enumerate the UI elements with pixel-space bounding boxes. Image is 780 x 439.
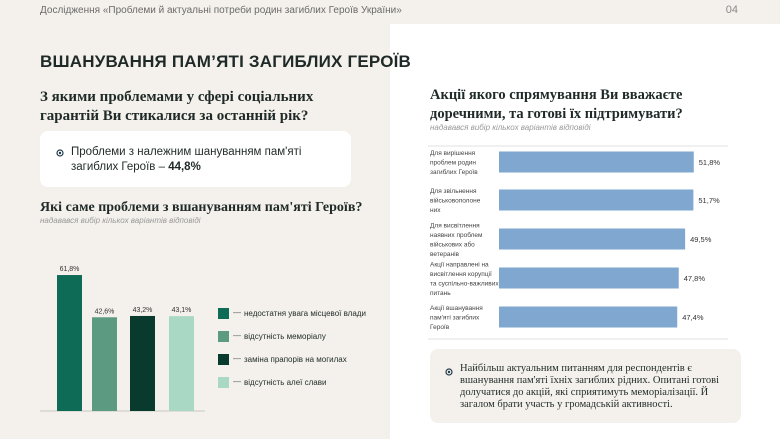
legend-swatch — [218, 354, 229, 365]
legend-dash: — — [233, 308, 241, 317]
bar-value-label: 51,7% — [698, 196, 720, 205]
legend-item — [218, 377, 388, 389]
bar-value-label: 42,6% — [94, 308, 115, 316]
stat-label: Проблеми з належним шануванням пам'яті загиблих Героїв – — [71, 146, 302, 173]
legend-label: відсутність алеї слави — [244, 378, 327, 387]
section-title: ВШАНУВАННЯ ПАМ’ЯТІ ЗАГИБЛИХ ГЕРОЇВ — [40, 52, 411, 71]
category-label: Для звільнення військовополоне них — [430, 188, 481, 214]
bar-value-label: 43,2% — [132, 306, 153, 314]
bar — [499, 229, 685, 250]
bar-value-label: 49,5% — [690, 235, 712, 244]
legend-item — [218, 354, 388, 366]
bar-value-label: 61,8% — [59, 266, 80, 274]
bar — [499, 152, 694, 173]
legend-dash: — — [233, 331, 241, 340]
conclusion-callout — [430, 349, 741, 423]
category-label: Акції направлені на висвітлення корупції та суспільно-важливих питань — [430, 261, 499, 297]
legend-label: заміна прапорів на могилах — [244, 355, 347, 364]
bar — [499, 268, 679, 289]
actions-chart — [428, 145, 768, 340]
stat-text — [71, 145, 331, 175]
actions-question: Акції якого спрямування Ви вважаєте доречними, та готові їх підтримувати? — [430, 87, 683, 122]
category-label: Для вирішення проблем родин загиблих Героїв — [430, 150, 478, 176]
social-guarantees-question: З якими проблемами у сфері соціальних гарантій Ви стикалися за останній рік? — [40, 89, 314, 124]
conclusion-text: Найбільш актуальним питанням для респондентів є вшанування пам'яті їхніх загиблих рідних. Опитані готові долучатися до акцій, які сприятимуть меморіалізації. Й загалом брати участь у громадській активності. — [460, 363, 719, 410]
memory-problems-question: Які саме проблеми з вшануванням пам'яті Героїв? — [40, 200, 363, 215]
report-title: Дослідження «Проблеми й актуальні потреби родин загиблих Героїв України» — [40, 5, 402, 16]
legend-item — [218, 331, 388, 343]
page-number: 04 — [725, 4, 738, 16]
legend-dash: — — [233, 377, 241, 386]
bar — [92, 317, 117, 411]
bar — [499, 307, 677, 328]
legend-swatch — [218, 377, 229, 388]
multiple-choice-note: надавався вибір кількох варіантів відповіді — [40, 216, 201, 225]
legend-swatch — [218, 331, 229, 342]
multiple-choice-note-right: надавався вибір кількох варіантів відповіді — [430, 123, 591, 132]
legend-item — [218, 308, 388, 320]
bar — [130, 316, 155, 411]
legend-label: недостатня увага місцевої влади — [244, 309, 366, 318]
memory-problems-chart — [0, 225, 210, 415]
bullet-icon — [445, 368, 453, 376]
bar-value-label: 43,1% — [171, 307, 192, 315]
stat-value: 44,8% — [168, 161, 201, 173]
category-label: Для висвітлення наявних проблем військових або ветеранів — [430, 222, 483, 258]
bar — [169, 316, 194, 411]
bar-value-label: 47,8% — [683, 274, 706, 283]
legend-dash: — — [233, 354, 241, 363]
legend-swatch — [218, 308, 229, 319]
category-label: Акції вшанування пам'яті загиблих Героїв — [430, 305, 483, 331]
bullet-icon — [56, 149, 64, 157]
bar — [57, 275, 82, 411]
legend-label: відсутність меморіалу — [244, 332, 326, 341]
bar-value-label: 51,8% — [698, 158, 721, 167]
page-header — [0, 0, 780, 24]
bar — [499, 190, 693, 211]
stat-card — [40, 131, 351, 187]
bar-value-label: 47,4% — [682, 313, 704, 322]
